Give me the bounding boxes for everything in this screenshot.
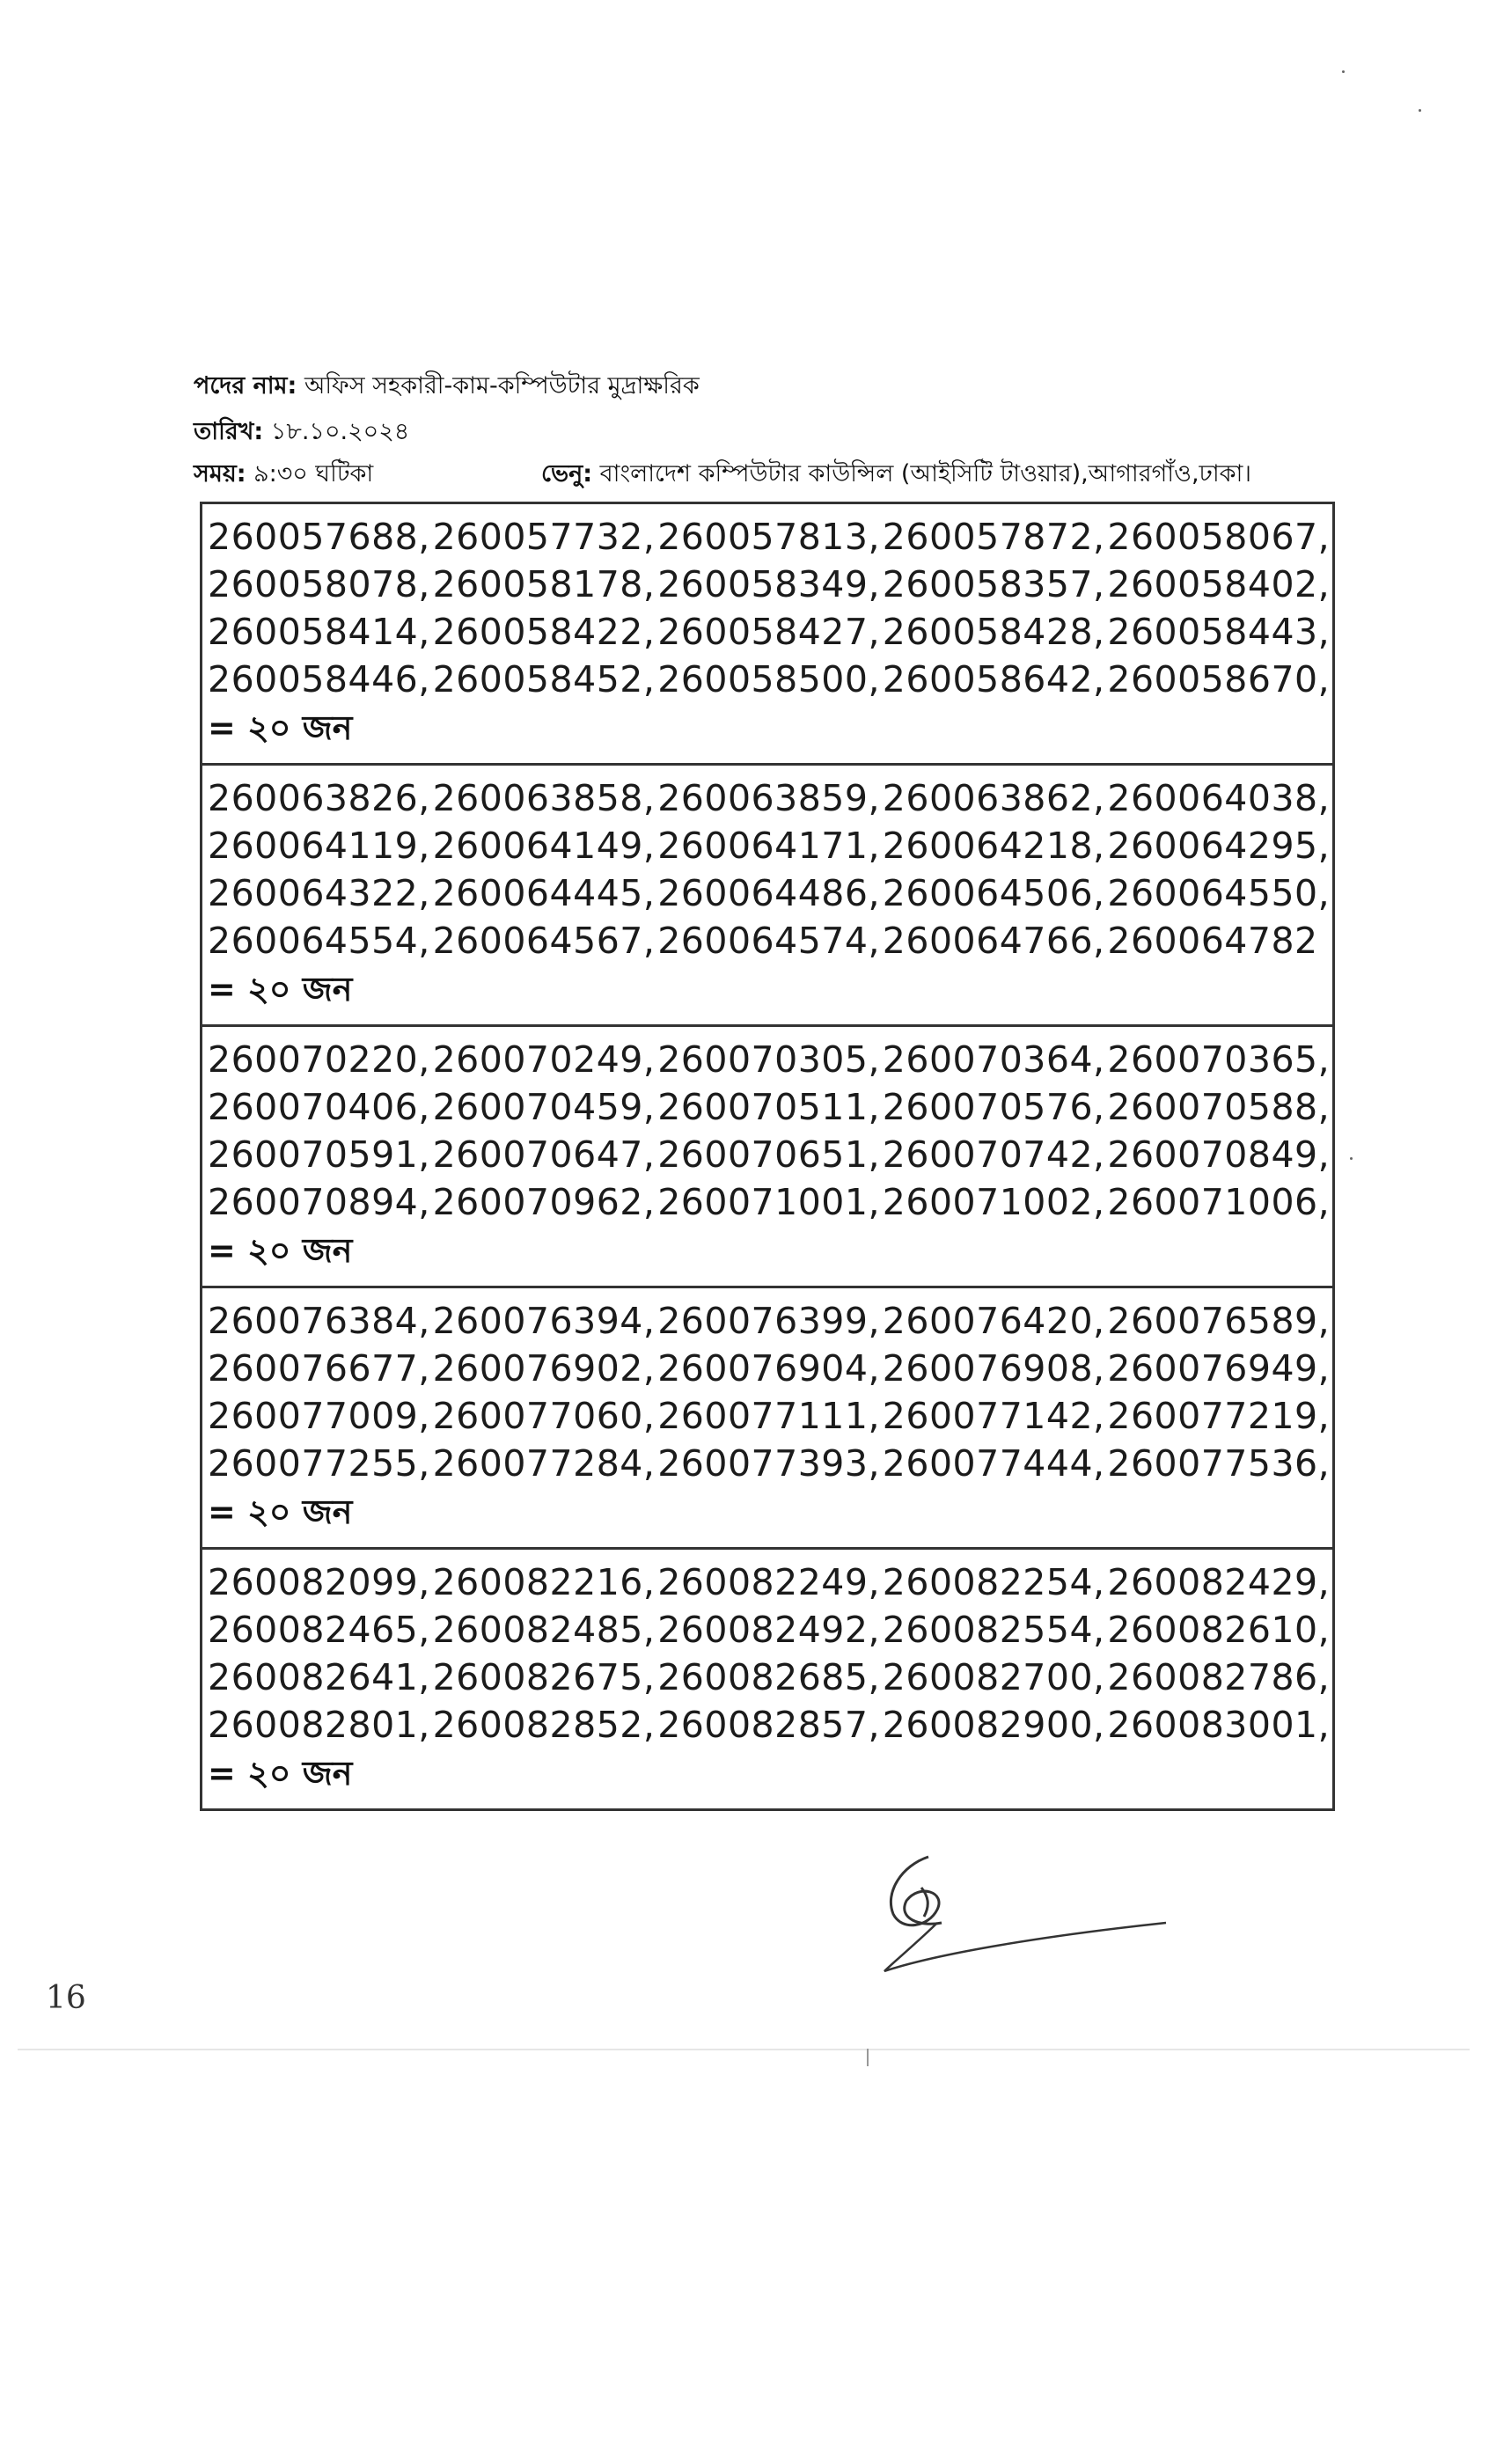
roll-number: 260063858, — [432, 777, 656, 819]
roll-row — [208, 822, 1332, 869]
roll-number: 260082675, — [432, 1656, 656, 1698]
roll-number: 260082786, — [1107, 1656, 1331, 1698]
roll-number: 260082099, — [208, 1561, 430, 1603]
roll-number: 260082852, — [432, 1704, 656, 1746]
roll-number: 260082465, — [208, 1609, 430, 1651]
roll-number: 260077444, — [882, 1442, 1105, 1485]
roll-number: 260058446, — [208, 658, 430, 700]
roll-number: 260064550, — [1107, 872, 1331, 914]
roll-number: 260057688, — [208, 516, 430, 558]
roll-number: 260082485, — [432, 1609, 656, 1651]
roll-number: 260064149, — [432, 825, 656, 867]
roll-number: 260082900, — [882, 1704, 1105, 1746]
bottom-tick-mark — [867, 2049, 869, 2066]
roll-number: 260082429, — [1107, 1561, 1331, 1603]
roll-number: 260070849, — [1107, 1133, 1331, 1176]
roll-number: 260070591, — [208, 1133, 430, 1176]
roll-row — [208, 1083, 1332, 1131]
venue — [541, 456, 1251, 495]
roll-row — [208, 1131, 1332, 1178]
roll-number: 260057813, — [657, 516, 880, 558]
roll-row — [208, 1297, 1332, 1345]
roll-number: 260070588, — [1107, 1086, 1331, 1128]
roll-number: 260082641, — [208, 1656, 430, 1698]
post-value: অফিস সহকারী-কাম-কম্পিউটার মুদ্রাক্ষরিক — [304, 372, 700, 400]
roll-number: 260058067, — [1107, 516, 1331, 558]
roll-number: 260082216, — [432, 1561, 656, 1603]
roll-row — [208, 1701, 1332, 1749]
roll-number: 260076399, — [657, 1300, 880, 1342]
roll-number: 260064567, — [432, 920, 656, 962]
time-value: ৯:৩০ ঘটিকা — [253, 460, 374, 488]
roll-number: 260076420, — [882, 1300, 1105, 1342]
roll-number: 260077393, — [657, 1442, 880, 1485]
roll-number: 260070894, — [208, 1181, 430, 1223]
roll-number: 260058402, — [1107, 563, 1331, 605]
roll-number: 260070459, — [432, 1086, 656, 1128]
roll-number: 260058414, — [208, 611, 430, 653]
roll-number: 260070651, — [657, 1133, 880, 1176]
roll-number: 260071001, — [657, 1181, 880, 1223]
roll-number: 260076902, — [432, 1347, 656, 1390]
roll-number: 260076384, — [208, 1300, 430, 1342]
roll-number: 260076589, — [1107, 1300, 1331, 1342]
roll-block — [202, 1027, 1332, 1288]
date-line — [194, 414, 409, 453]
roll-number: 260076677, — [208, 1347, 430, 1390]
roll-number: 260070576, — [882, 1086, 1105, 1128]
roll-number-table — [200, 502, 1335, 1811]
block-count: = ২০ জন — [208, 970, 353, 1008]
time-label: সময়: — [194, 460, 246, 488]
roll-row — [208, 1440, 1332, 1487]
roll-number: 260058452, — [432, 658, 656, 700]
roll-number: 260064038, — [1107, 777, 1331, 819]
speck-mark — [1419, 109, 1421, 112]
roll-block — [202, 1288, 1332, 1550]
roll-number: 260064766, — [882, 920, 1105, 962]
speck-mark — [1350, 1157, 1353, 1160]
roll-number: 260082857, — [657, 1704, 880, 1746]
block-count: = ২০ জন — [208, 1231, 353, 1270]
roll-number: 260063826, — [208, 777, 430, 819]
roll-row — [208, 561, 1332, 608]
roll-number: 260082685, — [657, 1656, 880, 1698]
roll-number: 260082554, — [882, 1609, 1105, 1651]
roll-number: 260058443, — [1107, 611, 1331, 653]
roll-number: 260070962, — [432, 1181, 656, 1223]
roll-row — [208, 1345, 1332, 1392]
roll-number: 260070511, — [657, 1086, 880, 1128]
block-count: = ২০ জন — [208, 1492, 353, 1531]
roll-row — [208, 774, 1332, 822]
roll-row — [208, 608, 1332, 656]
roll-number: 260064574, — [657, 920, 880, 962]
roll-row — [208, 917, 1332, 964]
post-label: পদের নাম: — [194, 372, 297, 400]
roll-number: 260070647, — [432, 1133, 656, 1176]
roll-number: 260082249, — [657, 1561, 880, 1603]
roll-number: 260058642, — [882, 658, 1105, 700]
roll-number: 260077142, — [882, 1395, 1105, 1437]
roll-number: 260064295, — [1107, 825, 1331, 867]
post-name-line — [194, 368, 700, 407]
roll-number: 260070406, — [208, 1086, 430, 1128]
roll-number: 260063862, — [882, 777, 1105, 819]
venue-label: ভেনু: — [541, 460, 592, 488]
roll-row — [208, 656, 1332, 703]
roll-number: 260058427, — [657, 611, 880, 653]
roll-number: 260070365, — [1107, 1038, 1331, 1081]
venue-value: বাংলাদেশ কম্পিউটার কাউন্সিল (আইসিটি টাওয়ার),আগারগাঁও,ঢাকা। — [599, 460, 1252, 488]
time-venue-line — [194, 456, 1252, 495]
roll-number: 260070364, — [882, 1038, 1105, 1081]
roll-row — [208, 1036, 1332, 1083]
roll-number: 260082610, — [1107, 1609, 1331, 1651]
roll-number: 260071002, — [882, 1181, 1105, 1223]
roll-number: 260064506, — [882, 872, 1105, 914]
roll-row — [208, 1392, 1332, 1440]
roll-number: 260058349, — [657, 563, 880, 605]
roll-number: 260064445, — [432, 872, 656, 914]
roll-number: 260064218, — [882, 825, 1105, 867]
roll-number: 260077219, — [1107, 1395, 1331, 1437]
roll-number: 260058422, — [432, 611, 656, 653]
roll-number: 260057732, — [432, 516, 656, 558]
roll-number: 260064119, — [208, 825, 430, 867]
roll-number: 260076904, — [657, 1347, 880, 1390]
roll-row — [208, 1558, 1332, 1606]
roll-number: 260058078, — [208, 563, 430, 605]
roll-number: 260058428, — [882, 611, 1105, 653]
roll-number: 260077255, — [208, 1442, 430, 1485]
date-label: তারিখ: — [194, 418, 264, 445]
roll-number: 260070305, — [657, 1038, 880, 1081]
page-bottom-rule — [18, 2049, 1470, 2050]
roll-number: 260058670, — [1107, 658, 1331, 700]
roll-row — [208, 1178, 1332, 1226]
roll-number: 260082254, — [882, 1561, 1105, 1603]
roll-number: 260063859, — [657, 777, 880, 819]
roll-row — [208, 869, 1332, 917]
block-count: = ২০ জন — [208, 1754, 353, 1793]
roll-number: 260077060, — [432, 1395, 656, 1437]
roll-row — [208, 1606, 1332, 1654]
roll-number: 260070249, — [432, 1038, 656, 1081]
roll-number: 260077009, — [208, 1395, 430, 1437]
block-count: = ২০ জন — [208, 708, 353, 747]
roll-number: 260077111, — [657, 1395, 880, 1437]
roll-number: 260077536, — [1107, 1442, 1331, 1485]
date-value: ১৮.১০.২০২৪ — [270, 418, 410, 445]
roll-number: 260064486, — [657, 872, 880, 914]
roll-block — [202, 504, 1332, 766]
roll-number: 260076949, — [1107, 1347, 1331, 1390]
roll-number: 260083001, — [1107, 1704, 1331, 1746]
roll-number: 260070742, — [882, 1133, 1105, 1176]
roll-number: 260064782 — [1107, 920, 1318, 962]
roll-number: 260082801, — [208, 1704, 430, 1746]
roll-number: 260064554, — [208, 920, 430, 962]
roll-number: 260058500, — [657, 658, 880, 700]
roll-number: 260058357, — [882, 563, 1105, 605]
roll-number: 260057872, — [882, 516, 1105, 558]
roll-number: 260076394, — [432, 1300, 656, 1342]
page-number: 16 — [46, 1980, 86, 2016]
roll-number: 260082700, — [882, 1656, 1105, 1698]
roll-number: 260082492, — [657, 1609, 880, 1651]
roll-block — [202, 1550, 1332, 1808]
roll-number: 260064171, — [657, 825, 880, 867]
roll-number: 260070220, — [208, 1038, 430, 1081]
roll-number: 260076908, — [882, 1347, 1105, 1390]
speck-mark — [1342, 70, 1345, 73]
roll-number: 260077284, — [432, 1442, 656, 1485]
roll-row — [208, 513, 1332, 561]
roll-number: 260071006, — [1107, 1181, 1331, 1223]
roll-number: 260064322, — [208, 872, 430, 914]
roll-row — [208, 1654, 1332, 1701]
signature-icon — [867, 1839, 1184, 1984]
roll-block — [202, 766, 1332, 1027]
roll-number: 260058178, — [432, 563, 656, 605]
